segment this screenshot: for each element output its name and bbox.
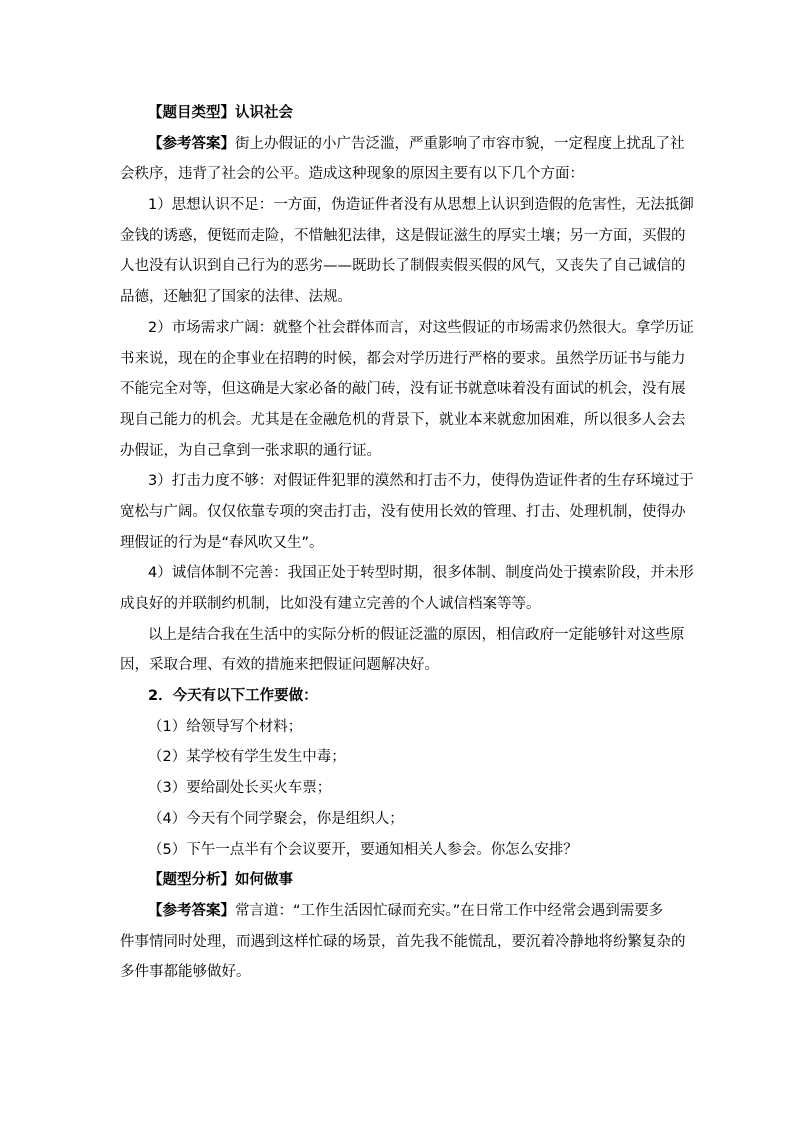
- point-4-line-1: 4）诚信体制不完善：我国正处于转型时期，很多体制、制度尚处于摸索阶段，并未形: [148, 565, 694, 582]
- reference-answer-2-line-1: [120, 896, 676, 927]
- question-analysis-label: 【题型分析】: [148, 872, 235, 889]
- question-2-item-2: （2）某学校有学生发生中毒；: [148, 749, 346, 766]
- reference-answer-2-line-2: 件事情同时处理，而遇到这样忙碌的场景，首先我不能慌乱，要沉着冷静地将纷繁复杂的: [120, 933, 686, 950]
- conclusion-line-1: 以上是结合我在生活中的实际分析的假证泛滥的原因，相信政府一定能够针对这些原: [148, 626, 685, 643]
- point-3-line-2: 宽松与广阔。仅仅依靠专项的突击打击，没有使用长效的管理、打击、处理机制，使得办: [120, 503, 686, 520]
- point-3-line-1: 3）打击力度不够：对假证件犯罪的漠然和打击不力，使得伪造证件者的生存环境过于: [148, 473, 694, 490]
- question-2-item-1: （1）给领导写个材料；: [148, 718, 303, 735]
- point-2-line-1: 2）市场需求广阔：就整个社会群体而言，对这些假证的市场需求仍然很大。拿学历证: [148, 319, 694, 336]
- point-2-line-3: 不能完全对等，但这确是大家必备的敲门砖，没有证书就意味着没有面试的机会，没有展: [120, 381, 686, 398]
- question-2-item-5: （5）下午一点半有个会议要开，要通知相关人参会。你怎么安排？: [148, 841, 578, 858]
- question-type-heading: [120, 98, 676, 129]
- point-1-line-4: 品德，还触犯了国家的法律、法规。: [120, 289, 352, 306]
- point-3-line-3: 理假证的行为是“春风吹又生”。: [120, 534, 324, 551]
- reference-answer-2-label: 【参考答案】: [148, 902, 235, 919]
- reference-answer-text: 街上办假证的小广告泛滥，严重影响了市容市貌，一定程度上扰乱了社: [235, 135, 685, 152]
- document-body: [120, 98, 694, 988]
- question-2-title: 2．今天有以下工作要做：: [148, 688, 318, 705]
- point-2-line-4: 现自己能力的机会。尤其是在金融危机的背景下，就业本来就愈加困难，所以很多人会去: [120, 411, 686, 428]
- point-4-line-2: 成良好的并联制约机制，比如没有建立完善的个人诚信档案等等。: [120, 596, 541, 612]
- reference-answer-2-line-3: 多件事都能够做好。: [120, 964, 251, 981]
- point-2-line-2: 书来说，现在的企事业在招聘的时候，都会对学历进行严格的要求。虽然学历证书与能力: [120, 350, 686, 367]
- question-type-label: 【题目类型】: [148, 105, 235, 121]
- reference-answer-label: 【参考答案】: [148, 135, 235, 152]
- point-1-line-3: 人也没有认识到自己行为的恶劣——既助长了制假卖假买假的风气，又丧失了自己诚信的: [120, 258, 686, 275]
- question-analysis-value: 如何做事: [235, 872, 293, 889]
- reference-answer-line-1: [120, 129, 685, 160]
- reference-answer-line-2: 会秩序，违背了社会的公平。造成这种现象的原因主要有以下几个方面：: [120, 166, 584, 183]
- question-analysis-heading: [120, 865, 676, 896]
- conclusion-line-2: 因，采取合理、有效的措施来把假证问题解决好。: [120, 657, 439, 674]
- point-1-line-2: 金钱的诱惑，便铤而走险，不惜触犯法律，这是假证滋生的厚实土壤；另一方面，买假的: [120, 227, 686, 244]
- question-2-item-4: （4）今天有个同学聚会，你是组织人；: [148, 810, 404, 827]
- question-type-value: 认识社会: [235, 105, 293, 121]
- reference-answer-2-text: 常言道：“工作生活因忙碌而充实。”在日常工作中经常会遇到需要多: [235, 902, 664, 919]
- question-2-item-3: （3）要给副处长买火车票；: [148, 780, 332, 797]
- point-1-line-1: 1）思想认识不足：一方面，伪造证件者没有从思想上认识到造假的危害性，无法抵御: [148, 197, 694, 214]
- point-2-line-5: 办假证，为自己拿到一张求职的通行证。: [120, 442, 381, 459]
